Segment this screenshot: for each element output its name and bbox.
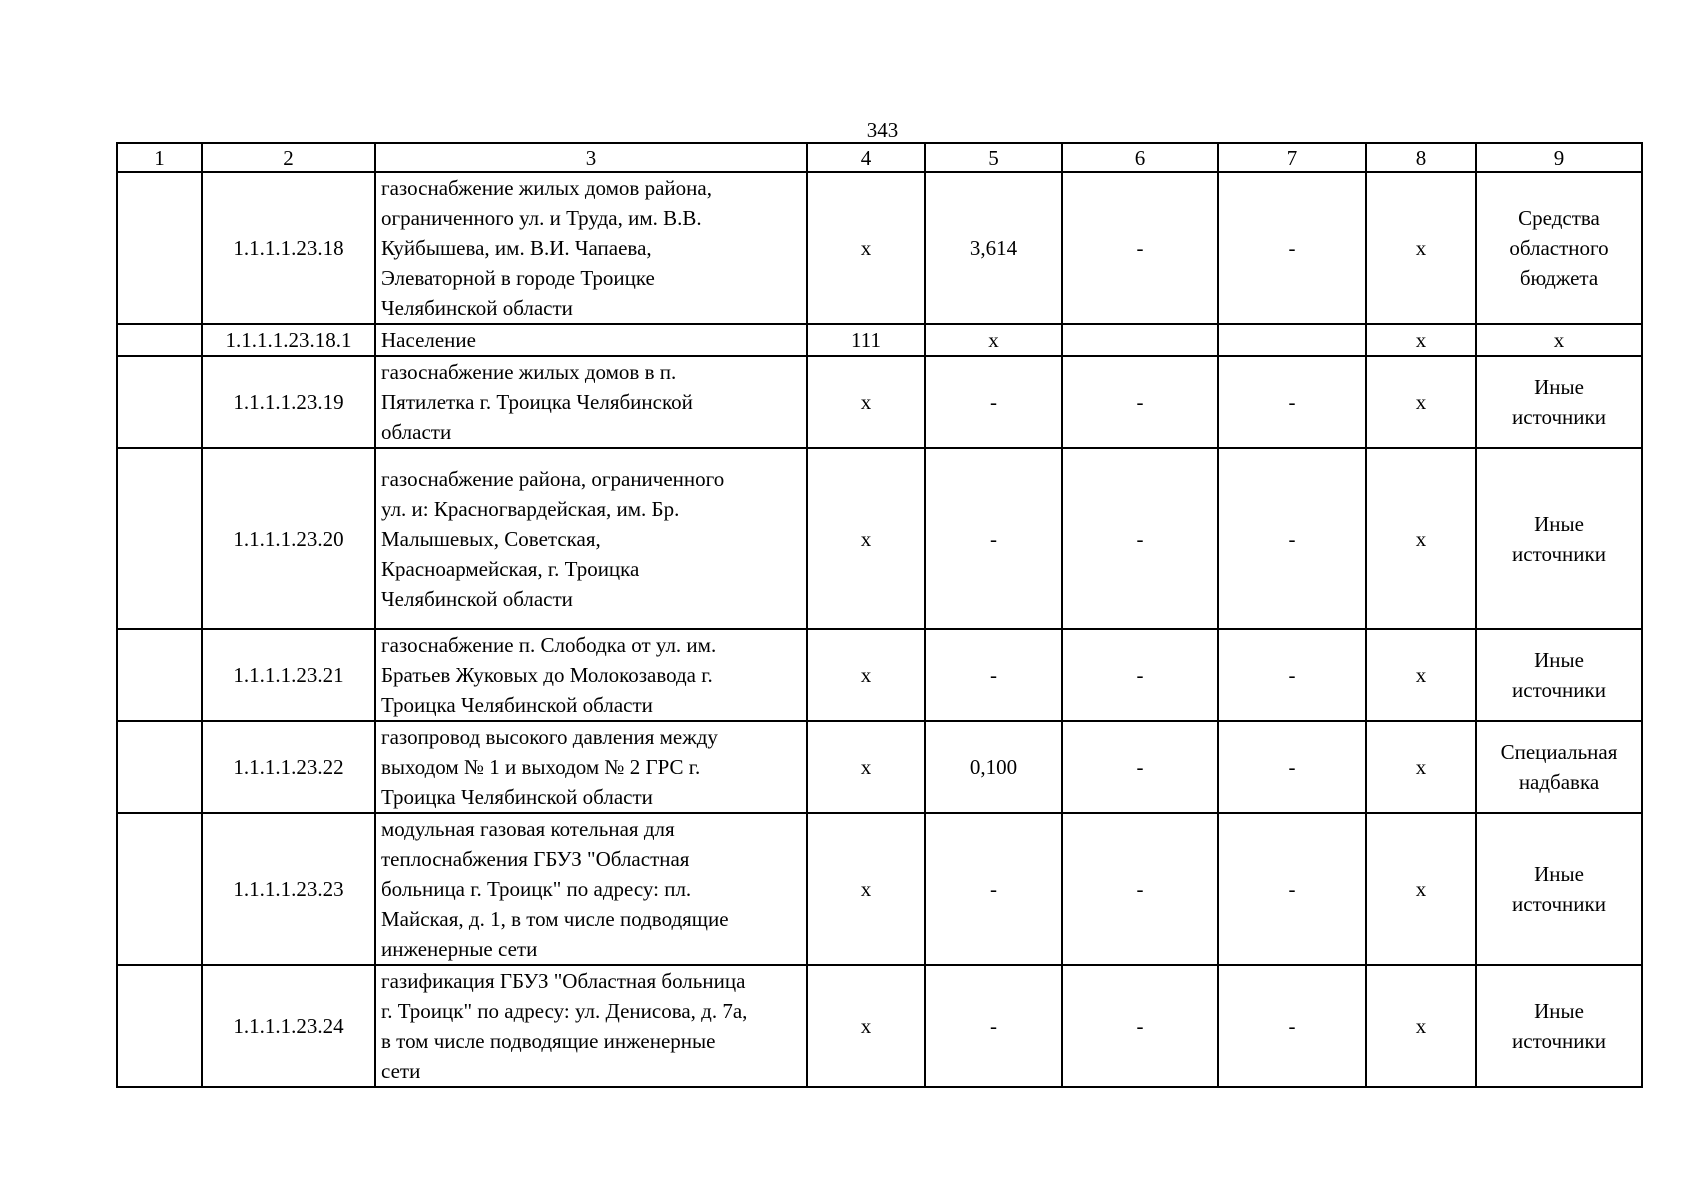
cell-col4: x (807, 356, 925, 448)
column-number-header-row (117, 143, 1642, 172)
cell-col6: - (1062, 172, 1218, 324)
cell-col5: - (925, 629, 1062, 721)
cell-description: Население (375, 324, 807, 356)
cell-col8: x (1366, 813, 1476, 965)
cell-funding-source: Специальная надбавка (1476, 721, 1642, 813)
cell-col5: - (925, 965, 1062, 1087)
cell-col8: x (1366, 356, 1476, 448)
column-header: 8 (1366, 143, 1476, 172)
cell-col5: 0,100 (925, 721, 1062, 813)
cell-col8: x (1366, 965, 1476, 1087)
cell-funding-source: Иные источники (1476, 448, 1642, 629)
cell-col1 (117, 172, 202, 324)
cell-description: газификация ГБУЗ "Областная больница г. Троицк" по адресу: ул. Денисова, д. 7а, в том числе подводящие инженерные сети (375, 965, 807, 1087)
cell-col8: x (1366, 448, 1476, 629)
cell-funding-source: Иные источники (1476, 965, 1642, 1087)
cell-col7: - (1218, 965, 1366, 1087)
program-table (116, 142, 1643, 1088)
table-row (117, 965, 1642, 1087)
cell-col8: x (1366, 324, 1476, 356)
cell-col4: x (807, 813, 925, 965)
cell-col8: x (1366, 172, 1476, 324)
cell-code: 1.1.1.1.23.23 (202, 813, 375, 965)
cell-col5: - (925, 813, 1062, 965)
column-header: 5 (925, 143, 1062, 172)
cell-description: газоснабжение п. Слободка от ул. им. Братьев Жуковых до Молокозавода г. Троицка Челябинской области (375, 629, 807, 721)
cell-col1 (117, 356, 202, 448)
cell-funding-source: Средства областного бюджета (1476, 172, 1642, 324)
cell-col4: x (807, 448, 925, 629)
cell-col4: x (807, 721, 925, 813)
cell-col7: - (1218, 721, 1366, 813)
cell-code: 1.1.1.1.23.22 (202, 721, 375, 813)
cell-funding-source: x (1476, 324, 1642, 356)
cell-col6 (1062, 324, 1218, 356)
column-header: 4 (807, 143, 925, 172)
cell-col6: - (1062, 356, 1218, 448)
cell-col4: x (807, 965, 925, 1087)
cell-description: газопровод высокого давления между выходом № 1 и выходом № 2 ГРС г. Троицка Челябинской области (375, 721, 807, 813)
cell-funding-source: Иные источники (1476, 356, 1642, 448)
cell-col7: - (1218, 356, 1366, 448)
cell-description: модульная газовая котельная для теплоснабжения ГБУЗ "Областная больница г. Троицк" по адресу: пл. Майская, д. 1, в том числе подводящие инженерные сети (375, 813, 807, 965)
cell-code: 1.1.1.1.23.21 (202, 629, 375, 721)
page-number: 343 (866, 118, 899, 142)
column-header: 1 (117, 143, 202, 172)
cell-col1 (117, 324, 202, 356)
cell-col5: x (925, 324, 1062, 356)
column-header: 2 (202, 143, 375, 172)
cell-col6: - (1062, 721, 1218, 813)
table-row (117, 629, 1642, 721)
cell-col5: 3,614 (925, 172, 1062, 324)
column-header: 9 (1476, 143, 1642, 172)
table-row (117, 356, 1642, 448)
cell-col6: - (1062, 813, 1218, 965)
cell-col4: 111 (807, 324, 925, 356)
cell-col1 (117, 721, 202, 813)
cell-col6: - (1062, 965, 1218, 1087)
cell-code: 1.1.1.1.23.20 (202, 448, 375, 629)
cell-col7: - (1218, 629, 1366, 721)
cell-col4: x (807, 172, 925, 324)
column-header: 6 (1062, 143, 1218, 172)
cell-description: газоснабжение района, ограниченного ул. и: Красногвардейская, им. Бр. Малышевых, Советская, Красноармейская, г. Троицка Челябинской области (375, 448, 807, 629)
column-header: 3 (375, 143, 807, 172)
cell-code: 1.1.1.1.23.18 (202, 172, 375, 324)
cell-col8: x (1366, 629, 1476, 721)
cell-col5: - (925, 356, 1062, 448)
column-header: 7 (1218, 143, 1366, 172)
cell-col1 (117, 448, 202, 629)
cell-col6: - (1062, 629, 1218, 721)
table-row (117, 813, 1642, 965)
cell-funding-source: Иные источники (1476, 629, 1642, 721)
table-row (117, 324, 1642, 356)
cell-col7: - (1218, 172, 1366, 324)
cell-funding-source: Иные источники (1476, 813, 1642, 965)
table-row (117, 172, 1642, 324)
cell-code: 1.1.1.1.23.19 (202, 356, 375, 448)
cell-col7: - (1218, 813, 1366, 965)
cell-col1 (117, 965, 202, 1087)
cell-col1 (117, 813, 202, 965)
table-row (117, 721, 1642, 813)
cell-col8: x (1366, 721, 1476, 813)
cell-code: 1.1.1.1.23.24 (202, 965, 375, 1087)
cell-description: газоснабжение жилых домов района, ограниченного ул. и Труда, им. В.В. Куйбышева, им. В.И. Чапаева, Элеваторной в городе Троицке Челябинской области (375, 172, 807, 324)
cell-col7 (1218, 324, 1366, 356)
cell-code: 1.1.1.1.23.18.1 (202, 324, 375, 356)
cell-col4: x (807, 629, 925, 721)
table-row (117, 448, 1642, 629)
cell-col6: - (1062, 448, 1218, 629)
cell-col1 (117, 629, 202, 721)
cell-col7: - (1218, 448, 1366, 629)
cell-col5: - (925, 448, 1062, 629)
cell-description: газоснабжение жилых домов в п. Пятилетка г. Троицка Челябинской области (375, 356, 807, 448)
